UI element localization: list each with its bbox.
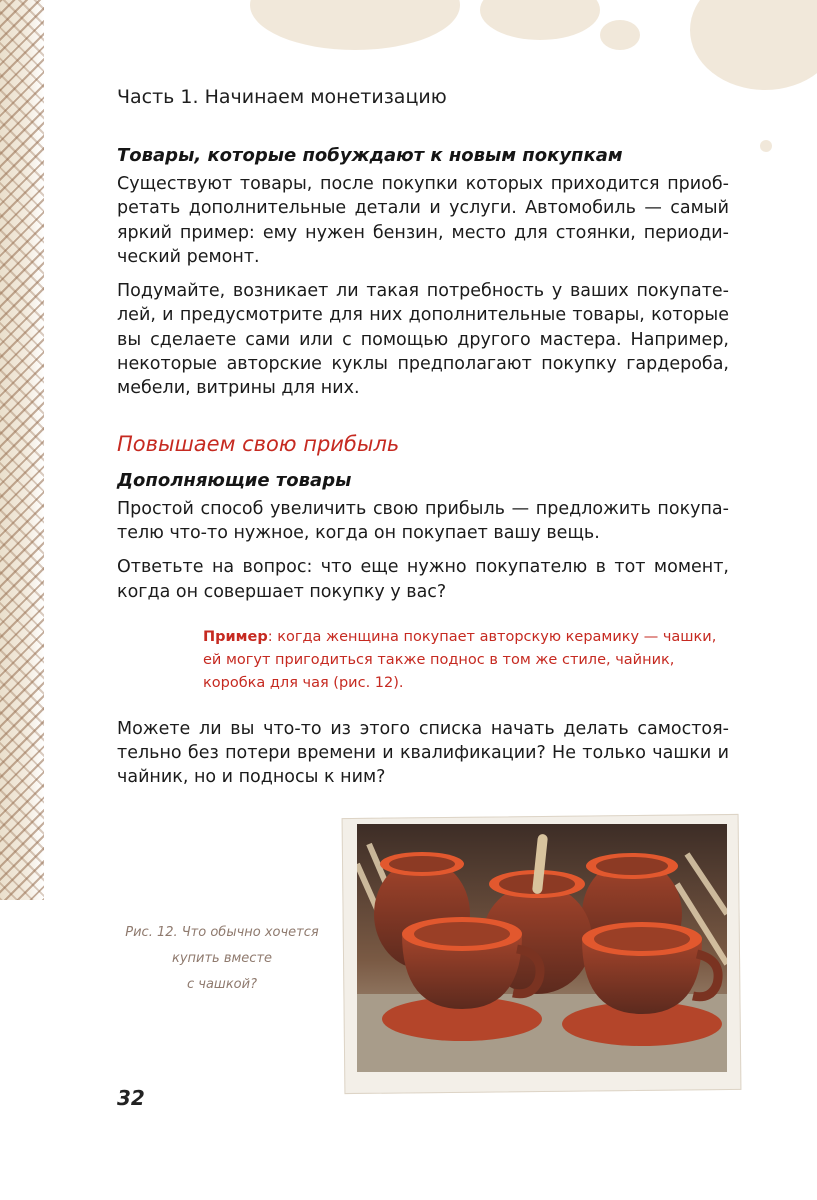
decorative-splash (250, 0, 460, 50)
decorative-splash (480, 0, 600, 40)
figure-caption (112, 920, 332, 998)
section-title: Повышаем свою прибыль (117, 431, 400, 456)
caption-line: купить вместе (171, 951, 273, 966)
decorative-splash (760, 140, 772, 152)
example-callout (203, 626, 723, 695)
paragraph: Подумайте, возникает ли такая потребность у ваших покупателей, и предусмотрите для них дополнительные товары, которые вы сделаете сами или с помощью другого мастера. Например, некоторые авторские куклы предполагают покупку гардероба, мебели, витрины для них. (117, 281, 729, 399)
main-content (117, 144, 729, 800)
ceramics-illustration (357, 824, 727, 1072)
ceramics-photo (357, 824, 727, 1072)
paragraph: Ответьте на вопрос: что еще нужно покупателю в тот момент, когда он совершает покупку у вас? (117, 557, 729, 602)
paragraph: Можете ли вы что-то из этого списка начать делать самостоятельно без потери времени и квалификации? Не только чашки и чайник, но и подносы к ним? (117, 718, 729, 788)
decorative-splash (690, 0, 817, 90)
example-label: Пример (203, 628, 268, 645)
caption-line: с чашкой? (187, 977, 257, 992)
running-header: Часть 1. Начинаем монетизацию (117, 86, 447, 108)
subheading-complementary-goods: Дополняющие товары (117, 469, 352, 491)
page-number: 32 (117, 1086, 145, 1110)
example-text: : когда женщина покупает авторскую керамику — чашки, ей могут пригодиться также поднос в том же стиле, чайник, коробка для чая (рис. 12). (203, 628, 717, 691)
decorative-splash (600, 20, 640, 50)
subheading-repeat-purchases: Товары, которые побуждают к новым покупкам (117, 145, 623, 166)
decorative-left-border (0, 0, 44, 900)
paragraph: Существуют товары, после покупки которых приходится приобретать дополнительные детали и услуги. Автомобиль — самый яркий пример: ему нужен бензин, место для стоянки, периодический ремонт. (117, 174, 729, 267)
paragraph: Простой способ увеличить свою прибыль — предложить покупателю что-то нужное, когда он покупает вашу вещь. (117, 498, 729, 543)
caption-line: Рис. 12. Что обычно хочется (125, 925, 319, 940)
